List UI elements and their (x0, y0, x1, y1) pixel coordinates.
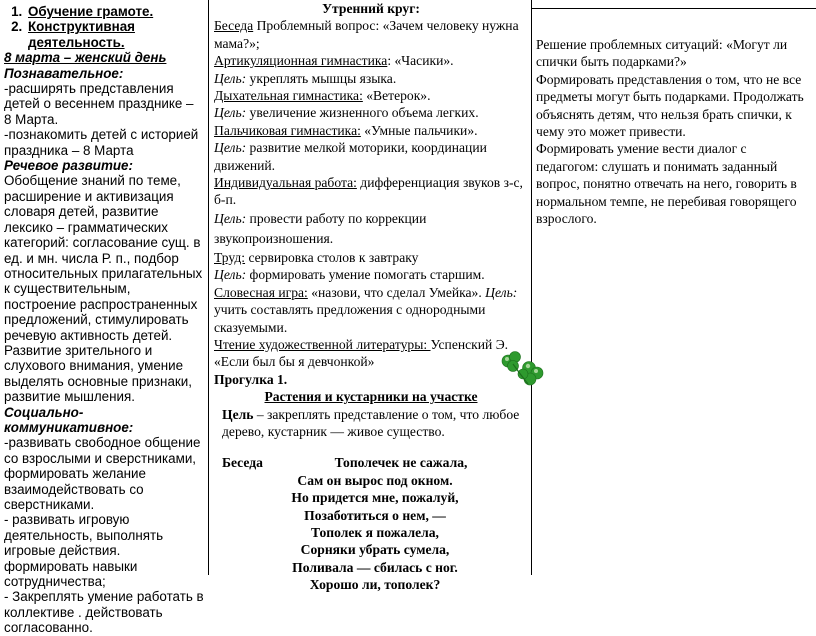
individual-goal: Цель: провести работу по коррекции звукопроизношения. (214, 210, 427, 246)
poem-line: Сам он вырос под окном. (297, 472, 453, 488)
cognitive-heading: Познавательное: (4, 65, 124, 81)
situation-goal-2: Формировать умение вести диалог с педагогом: слушать и понимать заданный вопрос, понятно отвечать на него, говорить в нормальном темпе, не перебивая говорящего взрослого. (536, 141, 797, 227)
activity-list (4, 4, 204, 50)
social-heading: Социально-коммуникативное: (4, 404, 134, 435)
breathing-line: Дыхательная гимнастика: «Ветерок». (214, 88, 431, 104)
labor-line: Труд: сервировка столов к завтраку (214, 249, 419, 265)
speech-heading: Речевое развитие: (4, 158, 133, 174)
reading-line: Чтение художественной литературы: Успенский Э. «Если был бы я девчонкой» (214, 336, 509, 370)
social-text-2: - развивать игровую деятельность, выполнять игровые действия. (4, 512, 164, 559)
labor-goal: Цель: формировать умение помогать старшим. (214, 267, 485, 283)
poem-block (214, 454, 528, 593)
morning-circle-title: Утренний круг: (322, 1, 420, 16)
column-goals (4, 0, 204, 636)
individual-line: Индивидуальная работа: дифференциация звуков з-с, б-п. (214, 175, 523, 208)
poem-line: Тополек я пожалела, (311, 524, 439, 540)
column-situations (536, 0, 812, 575)
column-divider-2 (531, 0, 532, 575)
column-activities (214, 0, 528, 593)
poem-line: Но придется мне, пожалуй, (291, 490, 459, 506)
conversation-line: Беседа Проблемный вопрос: «Зачем человеку нужна мама?»; (214, 18, 519, 51)
date-heading: 8 марта – женский день (4, 50, 167, 66)
social-text-1: -развивать свободное общение со взрослыми и сверстниками, формировать желание взаимодействовать со сверстниками. (4, 435, 201, 512)
social-text-3: формировать навыки сотрудничества; (4, 558, 138, 590)
finger-line: Пальчиковая гимнастика: «Умные пальчики». (214, 122, 478, 138)
activity-item-literacy: 1. Обучение грамоте. (26, 4, 204, 19)
column-divider-1 (208, 0, 209, 575)
word-game-line: Словесная игра: «назови, что сделал Умейка». Цель: учить составлять предложения с однородными сказуемыми. (214, 284, 518, 335)
poem-line: Сорняки убрать сумела, (300, 542, 450, 558)
walk-title: Прогулка 1. (214, 371, 288, 387)
cognitive-text-2: -познакомить детей с историей праздника – 8 Марта (4, 127, 199, 158)
poem-line: Хорошо ли, тополек? (309, 577, 441, 593)
situation-title: Решение проблемных ситуаций: «Могут ли спички быть подарками?» (536, 37, 788, 70)
poem-line: Поливала — сбилась с ног. (292, 559, 458, 575)
poem-line: Тополечек не сажала, (334, 455, 468, 471)
poem-line: Позаботиться о нем, — (304, 507, 446, 523)
speech-text: Обобщение знаний по теме, расширение и активизация словаря детей, развитие лексико – грамматических категорий: согласование сущ. в ед. и мн. числа Р. п., подбор относительных прилагательных к существительным, построение распространенных предложений, стимулировать речевую активность детей. Развитие зрительного и слухового внимания, умение выделять основные признаки, развитие мышления. (4, 173, 203, 405)
finger-goal: Цель: развитие мелкой моторики, координации движений. (214, 140, 487, 173)
social-text-4: - Закреплять умение работать в коллективе . действовать согласованно. (4, 589, 204, 636)
walk-subtitle: Растения и кустарники на участке (264, 389, 478, 405)
walk-goal: Цель – закреплять представление о том, что любое дерево, кустарник — живое существо. (222, 406, 520, 439)
articulation-goal: Цель: укреплять мышцы языка. (214, 70, 397, 86)
activity-item-construction: 2. Конструктивная деятельность. (26, 19, 204, 50)
breathing-goal: Цель: увеличение жизненного объема легких. (214, 105, 479, 121)
talk-label: Беседа (222, 455, 263, 471)
cognitive-text-1: -расширять представления детей о весеннем празднике – 8 Марта. (4, 81, 194, 127)
articulation-line: Артикуляционная гимнастика: «Часики». (214, 53, 454, 69)
situation-goal-1: Формировать представления о том, что не все предметы могут быть подарками. Продолжать объяснять детям, что нельзя брать спички, к чему это может привести. (536, 71, 804, 140)
